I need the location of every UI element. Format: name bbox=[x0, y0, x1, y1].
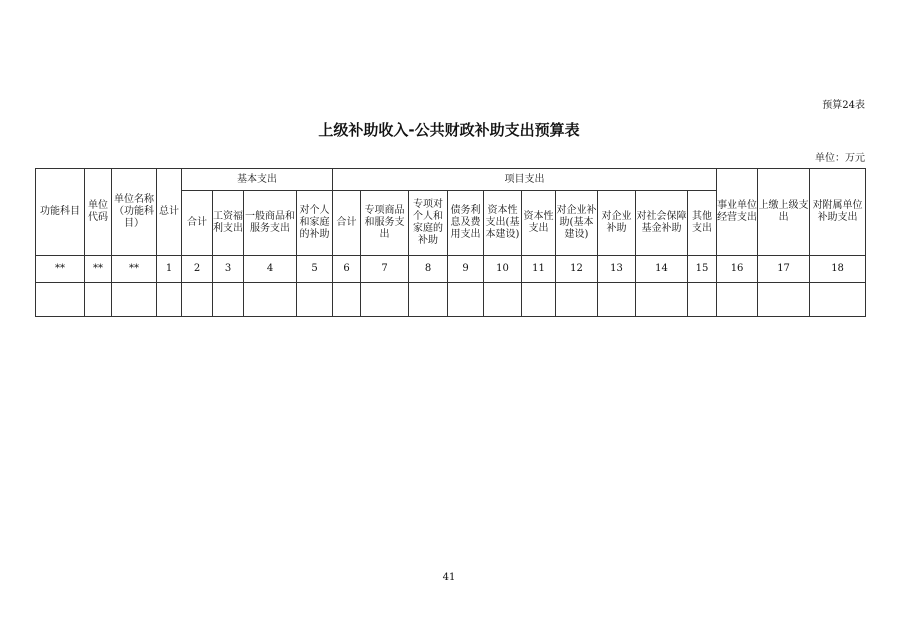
table-cell bbox=[717, 283, 758, 317]
table-cell bbox=[556, 283, 598, 317]
table-cell: 1 bbox=[157, 256, 182, 283]
table-cell: 6 bbox=[333, 256, 361, 283]
col-social-security: 对社会保障基金补助 bbox=[636, 191, 688, 256]
table-cell: 10 bbox=[484, 256, 522, 283]
table-cell bbox=[522, 283, 556, 317]
table-cell bbox=[157, 283, 182, 317]
col-project-individual: 专项对个人和家庭的补助 bbox=[409, 191, 448, 256]
col-unit-code: 单位代码 bbox=[85, 169, 112, 256]
group-basic-expenditure: 基本支出 bbox=[182, 169, 333, 191]
col-upper-payment: 上缴上级支出 bbox=[758, 169, 810, 256]
table-cell: ** bbox=[112, 256, 157, 283]
table-cell: 11 bbox=[522, 256, 556, 283]
table-cell: ** bbox=[36, 256, 85, 283]
table-cell bbox=[297, 283, 333, 317]
table-cell bbox=[361, 283, 409, 317]
table-cell: 5 bbox=[297, 256, 333, 283]
col-total: 总计 bbox=[157, 169, 182, 256]
table-cell bbox=[810, 283, 866, 317]
col-affiliated-subsidy: 对附属单位补助支出 bbox=[810, 169, 866, 256]
table-cell bbox=[333, 283, 361, 317]
table-cell: 12 bbox=[556, 256, 598, 283]
col-special-goods: 专项商品和服务支出 bbox=[361, 191, 409, 256]
col-enterprise: 对企业补助 bbox=[598, 191, 636, 256]
col-capital: 资本性支出 bbox=[522, 191, 556, 256]
col-individual-subsidy: 对个人和家庭的补助 bbox=[297, 191, 333, 256]
table-cell: 4 bbox=[244, 256, 297, 283]
unit-label: 单位：万元 bbox=[815, 153, 865, 164]
table-cell: 13 bbox=[598, 256, 636, 283]
table-cell bbox=[636, 283, 688, 317]
col-unit-name: 单位名称（功能科目） bbox=[112, 169, 157, 256]
table-cell bbox=[36, 283, 85, 317]
table-cell: 7 bbox=[361, 256, 409, 283]
table-cell bbox=[182, 283, 213, 317]
col-goods-services: 一般商品和服务支出 bbox=[244, 191, 297, 256]
table-cell: 17 bbox=[758, 256, 810, 283]
page-number: 41 bbox=[442, 572, 456, 583]
col-enterprise-basic: 对企业补助(基本建设) bbox=[556, 191, 598, 256]
col-basic-total: 合计 bbox=[182, 191, 213, 256]
table-cell: 14 bbox=[636, 256, 688, 283]
table-cell bbox=[448, 283, 484, 317]
col-wages: 工资福利支出 bbox=[213, 191, 244, 256]
table-cell: 15 bbox=[688, 256, 717, 283]
table-cell: 9 bbox=[448, 256, 484, 283]
col-functional-subject: 功能科目 bbox=[36, 169, 85, 256]
table-cell: 3 bbox=[213, 256, 244, 283]
col-business-ops: 事业单位经营支出 bbox=[717, 169, 758, 256]
table-cell: 16 bbox=[717, 256, 758, 283]
col-other: 其他支出 bbox=[688, 191, 717, 256]
table-cell: 18 bbox=[810, 256, 866, 283]
table-cell bbox=[409, 283, 448, 317]
table-cell bbox=[85, 283, 112, 317]
table-cell: 2 bbox=[182, 256, 213, 283]
col-debt-interest: 债务利息及费用支出 bbox=[448, 191, 484, 256]
table-cell: ** bbox=[85, 256, 112, 283]
budget-table bbox=[35, 168, 866, 317]
table-row-index bbox=[36, 256, 866, 283]
table-cell bbox=[484, 283, 522, 317]
table-cell bbox=[758, 283, 810, 317]
col-capital-basic: 资本性支出(基本建设) bbox=[484, 191, 522, 256]
page-title: 上级补助收入-公共财政补助支出预算表 bbox=[318, 121, 580, 139]
group-project-expenditure: 项目支出 bbox=[333, 169, 717, 191]
table-cell bbox=[688, 283, 717, 317]
table-cell: 8 bbox=[409, 256, 448, 283]
table-number: 预算24表 bbox=[822, 100, 865, 111]
col-project-total: 合计 bbox=[333, 191, 361, 256]
table-cell bbox=[598, 283, 636, 317]
table-cell bbox=[213, 283, 244, 317]
table-cell bbox=[244, 283, 297, 317]
table-cell bbox=[112, 283, 157, 317]
table-row-blank bbox=[36, 283, 866, 317]
